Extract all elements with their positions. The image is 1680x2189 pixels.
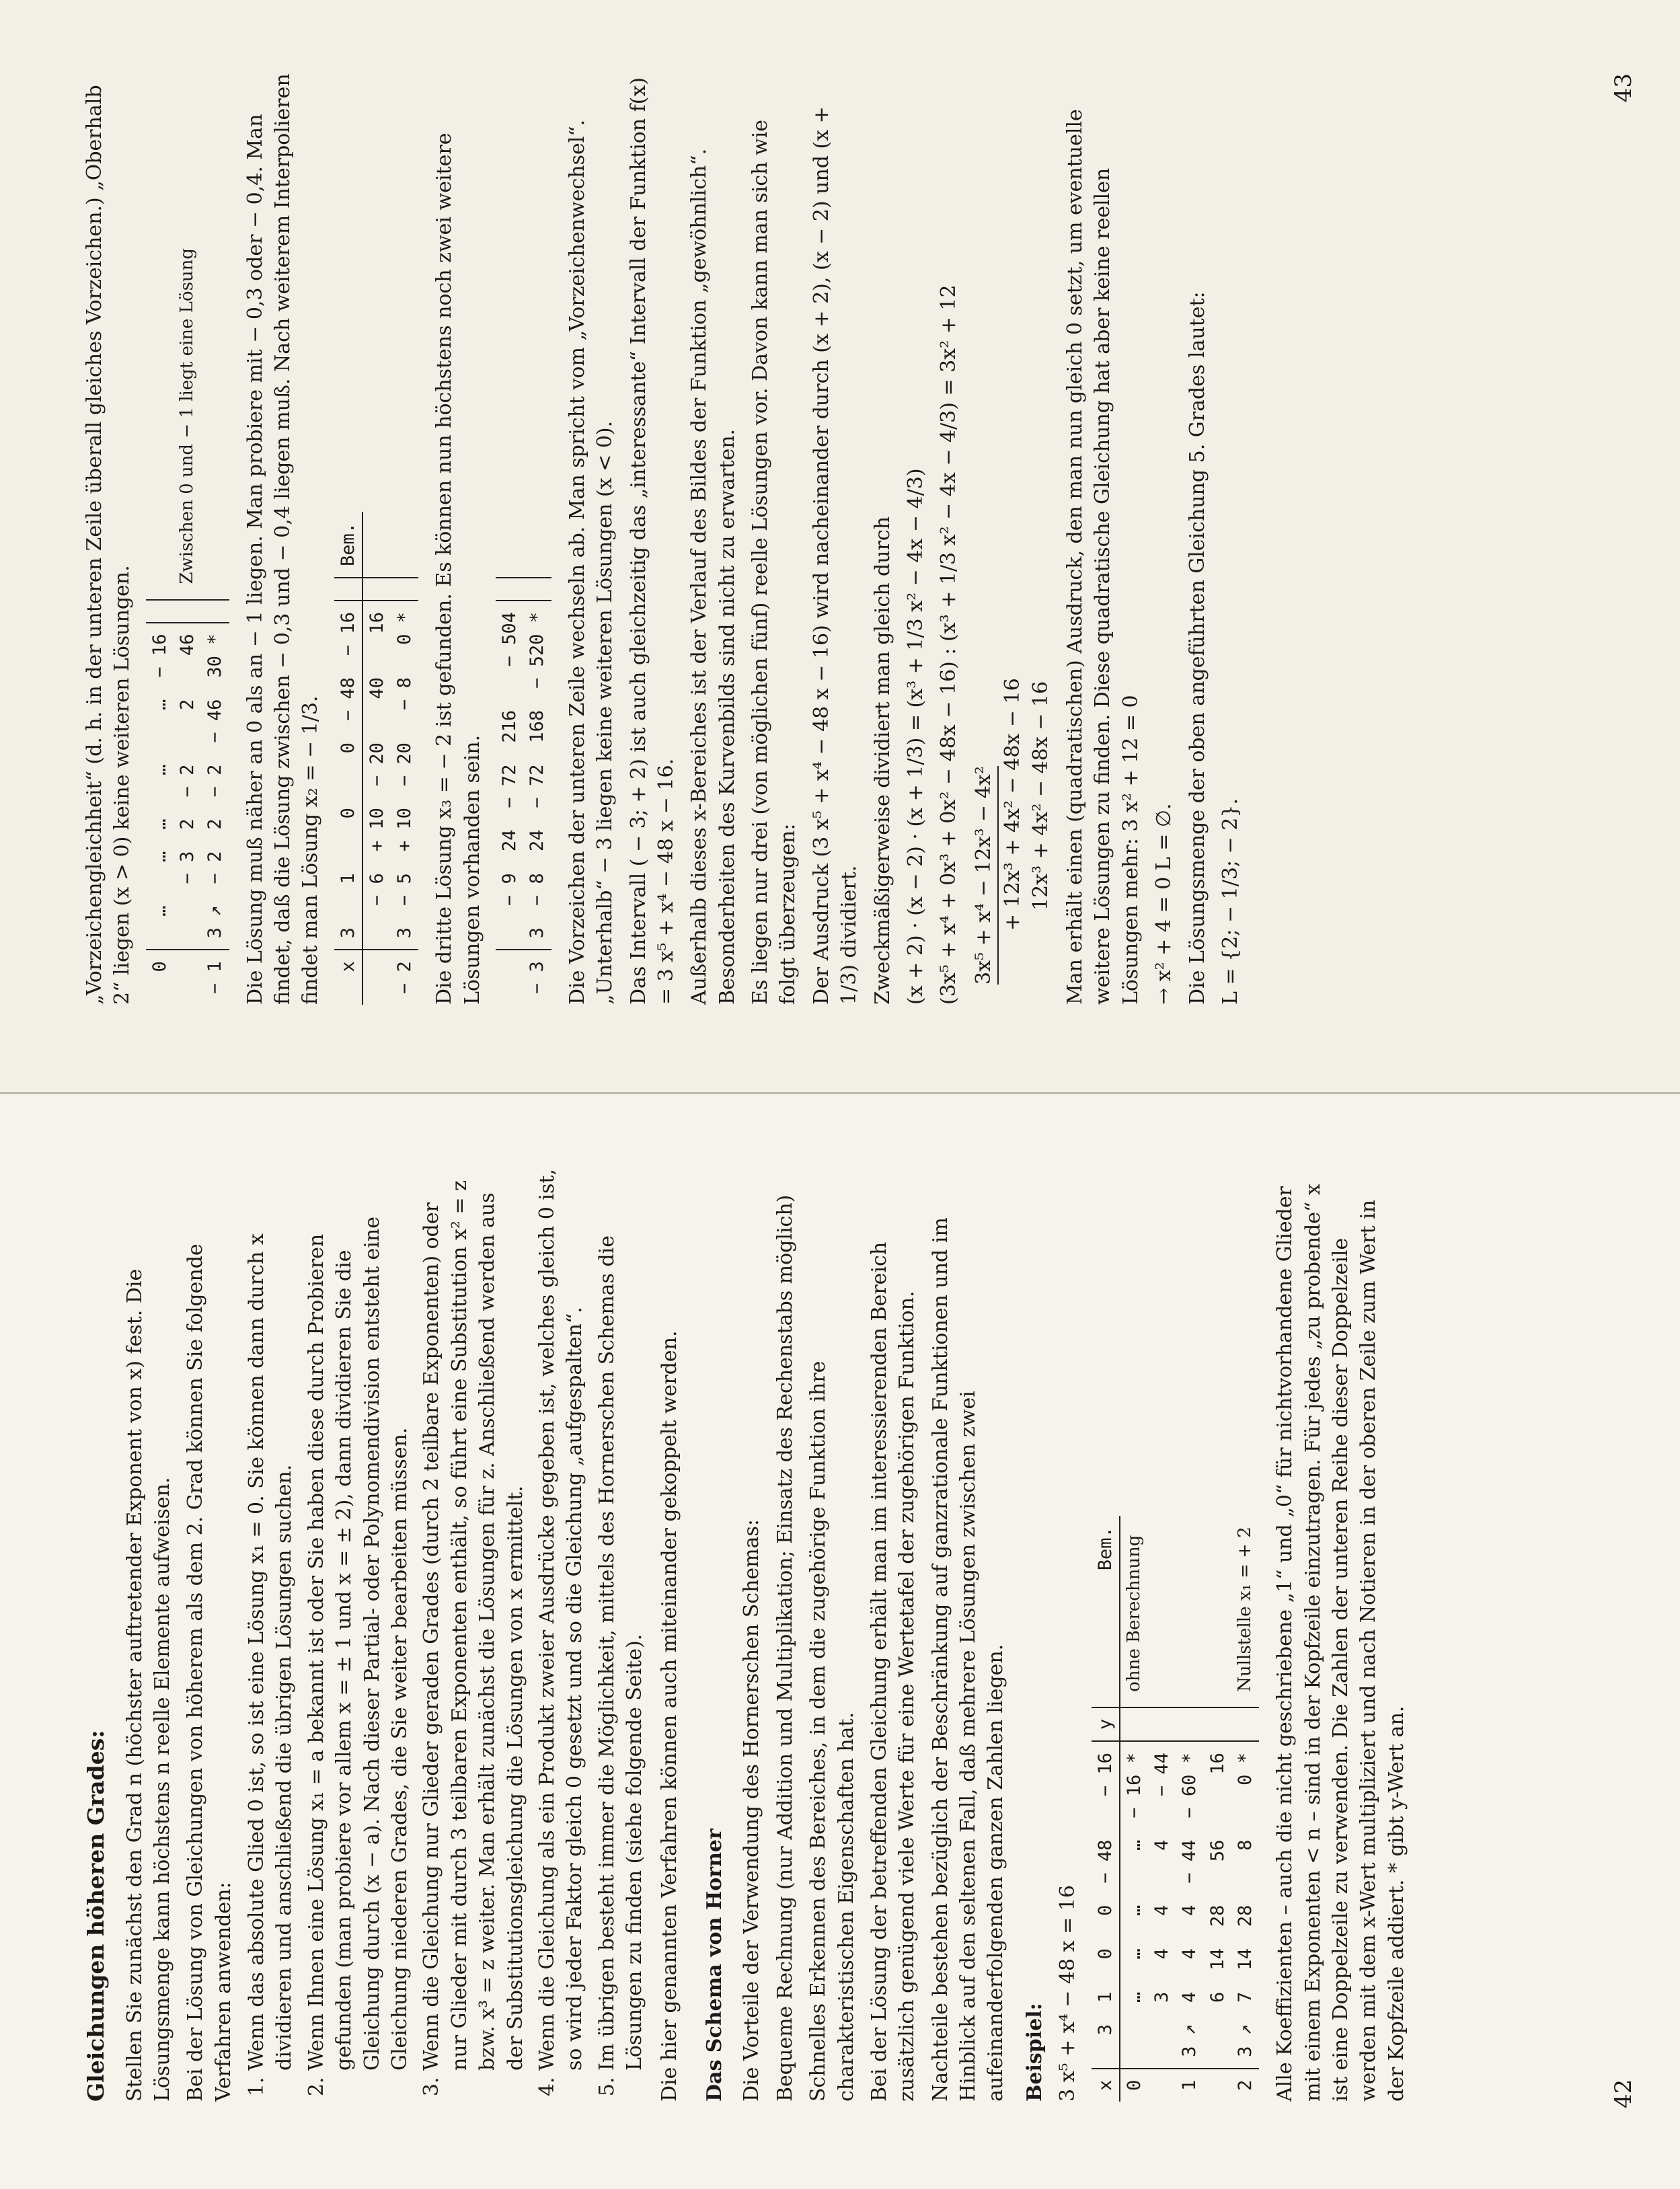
horner-table-3 [496, 551, 551, 1005]
table-cell: 3 ↗ [1176, 2013, 1203, 2069]
table-cell: 4 [1151, 1839, 1173, 1851]
table-cell: − 72 [499, 764, 521, 808]
table-cell [201, 600, 229, 623]
table-cell [362, 950, 391, 1005]
example-equation: 3 x⁵ + x⁴ − 48 x = 16 [1056, 1885, 1080, 2102]
empty-solution-formula: → x² + 4 = 0 L = ∅. [1152, 803, 1176, 1005]
table-cell: 2 [1234, 2079, 1256, 2091]
table-row [523, 551, 551, 1005]
division-hint-paragraph: Zweckmäßigerweise dividiert man gleich durch [870, 516, 894, 1005]
table-cell: 24 [499, 829, 521, 852]
table-cell: 0 [149, 961, 170, 972]
table-cell [362, 578, 391, 601]
table-cell: 14 [1234, 1948, 1256, 1970]
table-cell: − 3 [177, 851, 198, 884]
division-formula: (3x⁵ + x⁴ + 0x³ + 0x² − 48x − 16) : (x³ + 1/3 x² − 4x − 4/3) = 3x² + 12 [937, 284, 961, 1005]
table-cell: − 1 [204, 961, 226, 994]
table-cell: 216 [499, 709, 521, 743]
table-cell: + 10 [394, 808, 416, 852]
table-cell: − 16 [149, 633, 170, 678]
method-item: 1. Wenn das absolute Glied 0 ist, so ist eine Lösung x₁ = 0. Sie können dann durch x dividieren und anschließend die übrigen Lösungen suchen. [243, 1168, 299, 2071]
table-cell [174, 600, 201, 623]
table-cell: 6 [1207, 1991, 1228, 2003]
table-cell: … [149, 764, 170, 775]
table-cell: − 48 [1094, 1839, 1116, 1884]
table-cell [362, 917, 391, 950]
table-cell: 0 [337, 742, 358, 754]
division-paragraph: Der Ausdruck (3 x⁵ + x⁴ − 48 x − 16) wird nacheinander durch (x + 2), (x − 2) und (x + 1/3) dividiert. [809, 106, 862, 1005]
table-cell [1148, 2013, 1176, 2069]
division-line: 3x⁵ + x⁴ − 12x³ − 4x² [970, 766, 999, 985]
table-cell [496, 950, 523, 1005]
table-row [391, 512, 418, 1005]
table-cell: 0 [1120, 2069, 1148, 2102]
table-cell: − 48 [337, 677, 358, 722]
table-cell: 30 * [204, 633, 226, 678]
table-cell: 0 * [1234, 1753, 1256, 1785]
table-cell: x [1094, 2079, 1116, 2091]
table-cell [174, 894, 201, 950]
division-line: + 12x³ + 4x² − 48x − 16 [1001, 678, 1025, 931]
table-header-row [334, 512, 362, 1005]
table-cell: 2 [204, 818, 226, 830]
table-cell [1148, 2069, 1176, 2102]
quadratic-paragraph: Man erhält einen (quadratischen) Ausdruck, den man nun gleich 0 setzt, um eventuelle weitere Lösungen zu finden. Diese quadratische Gleichung hat aber keine reellen Lösungen mehr: 3 x² + 12 = 0 [1063, 109, 1143, 1005]
table-cell [391, 578, 418, 601]
table-cell [1148, 1516, 1176, 1707]
table-cell: … [149, 851, 170, 862]
table-row [1231, 1516, 1259, 2102]
table-cell [1120, 1707, 1148, 1741]
table-cell [1120, 2013, 1148, 2069]
method-list [243, 1168, 648, 2095]
table-cell: 4 [1179, 1905, 1200, 1916]
table-cell [1148, 1707, 1176, 1741]
table-cell: … [149, 699, 170, 710]
table-cell: 3 [1151, 1991, 1173, 2003]
table-cell: 7 [1234, 1991, 1256, 2003]
table-cell: + 10 [362, 797, 391, 862]
table-cell: 4 [1151, 1948, 1173, 1960]
table-cell: − 46 [204, 699, 226, 743]
table-cell: Nullstelle x₁ = + 2 [1231, 1516, 1259, 1707]
table-cell [391, 512, 418, 578]
table-row [201, 237, 229, 1005]
intro-paragraph-1: Stellen Sie zunächst den Grad n (höchster auftretender Exponent von x) fest. Die Lösungsmenge kann höchstens n reelle Elemente aufweisen. [122, 1268, 174, 2102]
table-cell: 8 [1234, 1839, 1256, 1851]
method-item: 4. Wenn die Gleichung als ein Produkt zweier Ausdrücke gegeben ist, welches gleich 0 ist, so wird jeder Faktor gleich 0 gesetzt und so die Gleichung „aufgespalten“. [533, 1168, 589, 2071]
table-cell [496, 551, 523, 578]
table-cell: Bem. [1092, 1516, 1120, 1707]
table-cell: − 2 [394, 961, 416, 994]
table-cell: … [149, 818, 170, 830]
table-cell: 28 [1234, 1905, 1256, 1927]
table-cell [1204, 1516, 1231, 1707]
table-row [1120, 1516, 1148, 2102]
heading-horner: Das Schema von Horner [702, 1829, 726, 2102]
table-cell: − 60 * [1179, 1753, 1200, 1818]
table-row [362, 512, 391, 1005]
page-number: 43 [1610, 73, 1638, 103]
table-cell: … [1120, 1981, 1148, 2013]
table-cell [334, 578, 362, 601]
method-item: 3. Wenn die Gleichung nur Glieder geraden Grades (durch 2 teilbare Exponenten) oder nur Glieder mit durch 3 teilbaren Exponenten enthält, so führt eine Substitution x² = z bzw. x³ = z weiter. Man erhält zunächst die Lösungen für z. Anschließend werden aus der Substitutionsgleichung die Lösungen von x ermittelt. [418, 1168, 529, 2071]
table-cell: Zwischen 0 und − 1 liegt eine Lösung [174, 237, 201, 600]
table-cell: − 16 [337, 612, 358, 656]
table-cell: − 2 [177, 764, 198, 798]
outside-range-paragraph: Außerhalb dieses x-Bereiches ist der Verlauf des Bildes der Funktion „gewöhnlich“. Besonderheiten des Kurvenbilds sind nicht zu erwarten. [687, 148, 739, 1005]
table-cell: − 16 [1094, 1753, 1116, 1797]
table-cell [174, 950, 201, 1005]
table-cell: 4 [1179, 1948, 1200, 1960]
table-cell: − 16 * [1120, 1741, 1148, 1829]
table-cell: ohne Berechnung [1120, 1516, 1148, 1707]
table-cell: − 8 [394, 677, 416, 710]
table-cell: 40 [362, 666, 391, 732]
table-cell: 3 ↗ [1231, 2013, 1259, 2069]
table-cell: 2 [177, 818, 198, 830]
table-cell: 0 [1094, 1948, 1116, 1960]
table-cell: − 2 [204, 851, 226, 884]
table-cell [201, 237, 229, 600]
table-cell: − 44 [1179, 1839, 1200, 1884]
horner-paragraph: Bequeme Rechnung (nur Addition und Multiplikation; Einsatz des Rechenstabs möglich) [773, 1194, 797, 2102]
table-cell: 4 [1151, 1905, 1173, 1916]
table-cell: − 8 [527, 873, 548, 906]
table-cell: 46 [177, 633, 198, 656]
table-cell [1231, 1707, 1259, 1741]
table-cell: − 2 [204, 764, 226, 798]
table-cell: 3 [1092, 2013, 1120, 2069]
table-cell [523, 578, 551, 601]
table-cell: 14 [1207, 1948, 1228, 1970]
page-number: 42 [1610, 2079, 1638, 2108]
table-cell [496, 917, 523, 950]
table-cell: Bem. [334, 512, 362, 578]
interpolation-paragraph: Die Lösung muß näher an 0 als an − 1 liegen. Man probiere mit − 0,3 oder − 0,4. Man findet, daß die Lösung zwischen − 0,3 und − 0,4 liegen muß. Nach weiterem Interpolieren findet man Lösung x₂ = − 1/3. [243, 73, 323, 1005]
table-cell: 0 [337, 808, 358, 819]
table-cell: − 5 [394, 873, 416, 906]
table-cell: − 9 [499, 873, 521, 906]
table-cell: 4 [1179, 1991, 1200, 2003]
table-cell: − 6 [362, 862, 391, 917]
table-cell [1204, 1707, 1231, 1741]
table-row [1204, 1516, 1231, 2102]
interval-paragraph: Das Intervall ( − 3; + 2) ist auch gleichzeitig das „interessante“ Intervall der Funktion f(x) = 3 x⁵ + x⁴ − 48 x − 16. [626, 77, 678, 1005]
table-cell [146, 600, 174, 623]
table-cell [1204, 2013, 1231, 2069]
table-cell: 1 [1094, 1991, 1116, 2003]
table-cell: 16 [1207, 1753, 1228, 1775]
horner-paragraph: Schnelles Erkennen des Bereiches, in dem die zugehörige Funktion ihre charakteristischen Eigenschaften hat. [806, 1360, 858, 2102]
table-header-row [1092, 1516, 1120, 2102]
table-cell: − 520 * [527, 612, 548, 689]
horner-paragraph: Nachteile bestehen bezüglich der Beschränkung auf ganzrationale Funktionen und im Hinblick auf den seltenen Fall, daß mehrere Lösungen zwischen zwei aufeinanderfolgenden ganzen Zahlen liegen. [928, 1217, 1008, 2102]
horner-table-2 [334, 512, 419, 1005]
table-cell: − 20 [394, 742, 416, 787]
table-cell [523, 551, 551, 578]
table-row [174, 237, 201, 1005]
table-cell [496, 578, 523, 601]
division-line: 12x³ + 4x² − 48x − 16 [1028, 681, 1053, 911]
table-cell: − 44 [1151, 1753, 1173, 1797]
table-cell [362, 512, 391, 578]
table-cell: … [1120, 1829, 1148, 1894]
third-solution-paragraph: Die dritte Lösung x₃ = − 2 ist gefunden. Es können nun höchstens noch zwei weitere Lösungen vorhanden sein. [432, 132, 484, 1005]
product-formula: (x + 2) · (x − 2) · (x + 1/3) = (x³ + 1/3 x² − 4x − 4/3) [904, 468, 928, 1005]
table-cell: 56 [1207, 1839, 1228, 1862]
table-cell: x [337, 961, 358, 972]
table-cell: 16 [362, 601, 391, 666]
horner-paragraph: Die Vorteile der Verwendung des Hornerschen Schemas: [740, 1519, 764, 2102]
table-row [146, 237, 174, 1005]
long-division [970, 73, 1055, 985]
table-cell: 3 [523, 917, 551, 950]
table-cell: 0 [1094, 1905, 1116, 1916]
table-cell: − 3 [527, 961, 548, 994]
horner-table-1 [146, 237, 229, 1005]
table-cell: … [1120, 1894, 1148, 1938]
table-cell: − 72 [527, 764, 548, 808]
table-cell: 2 [177, 699, 198, 710]
combine-note: Die hier genannten Verfahren können auch miteinander gekoppelt werden. [657, 1330, 681, 2102]
table-cell [146, 237, 174, 600]
example-label: Beispiel: [1022, 2003, 1046, 2102]
table-cell [1176, 1516, 1203, 1707]
table-cell: y [1092, 1707, 1120, 1741]
horner-table-example [1092, 1516, 1260, 2102]
table-cell: 1 [1179, 2079, 1200, 2091]
table-cell: − 504 [499, 612, 521, 667]
table-cell [1204, 2069, 1231, 2102]
table-cell: 3 ↗ [201, 894, 229, 950]
page-42 [0, 1094, 1680, 2189]
table-cell: 3 [391, 917, 418, 950]
table-cell [1176, 1707, 1203, 1741]
table-cell: … [146, 894, 174, 950]
page-43 [0, 0, 1680, 1094]
after-table-paragraph: Alle Koeffizienten – auch die nicht geschriebene „1“ und „0“ für nichtvorhandene Glieder mit einem Exponenten < n – sind in der Kopfzeile einzutragen. Für jedes „zu probende“ x ist eine Doppelzeile zu verwenden. Die Zahlen der unteren Reihe dieser Doppelzeile werden mit dem x-Wert multipliziert und nach Notieren in der oberen Zeile zum Wert in der Kopfzeile addiert. * gibt y-Wert an. [1273, 1184, 1408, 2102]
table-row [496, 551, 523, 1005]
table-cell: 3 [334, 917, 362, 950]
table-cell: 1 [337, 873, 358, 884]
table-cell: 0 * [394, 612, 416, 645]
table-cell: 28 [1207, 1905, 1228, 1927]
horner-paragraph: Bei der Lösung der betreffenden Gleichung erhält man im interessierenden Bereich zusätzlich genügend viele Werte für eine Wertetafel der zugehörigen Funktion. [867, 1241, 919, 2102]
table-row [1176, 1516, 1203, 2102]
table-cell: 24 [527, 829, 548, 852]
solution-intro: Die Lösungsmenge der oben angeführten Gleichung 5. Grades lautet: [1185, 291, 1209, 1005]
intro-paragraph: „Vorzeichengleichheit“ (d. h. in der unteren Zeile überall gleiches Vorzeichen.) „Oberhalb 2“ liegen (x > 0) keine weiteren Lösungen. [83, 85, 135, 1005]
table-cell: − 20 [362, 732, 391, 797]
table-cell: 168 [527, 709, 548, 743]
sign-change-paragraph: Die Vorzeichen der unteren Zeile wechseln ab. Man spricht vom „Vorzeichenwechsel“. „Unterhalb“ − 3 liegen keine weiteren Lösungen (x < 0). [565, 119, 617, 1005]
method-item: 5. Im übrigen besteht immer die Möglichkeit, mittels des Hornerschen Schemas die Lösungen zu finden (siehe folgende Seite). [593, 1168, 649, 2071]
intro-paragraph-2: Bei der Lösung von Gleichungen von höherem als dem 2. Grad können Sie folgende Verfahren anwenden: [184, 1243, 235, 2102]
method-item: 2. Wenn Ihnen eine Lösung x₁ = a bekannt ist oder Sie haben diese durch Probieren gefunden (man probiere vor allem x = ± 1 und x = ± 2), dann dividieren Sie die Gleichung durch (x − a). Nach dieser Partial- oder Polynomendivision entsteht eine Gleichung niederen Grades, die Sie weiter bearbeiten müssen. [303, 1168, 414, 2071]
table-cell: … [1120, 1937, 1148, 1981]
solution-set: L = {2; − 1/3; − 2}. [1218, 798, 1242, 1005]
heading-higher-degree: Gleichungen höheren Grades: [83, 1730, 109, 2102]
table-row [1148, 1516, 1176, 2102]
three-solutions-paragraph: Es liegen nur drei (von möglichen fünf) reelle Lösungen vor. Davon kann man sich wie folgt überzeugen: [749, 119, 800, 1005]
